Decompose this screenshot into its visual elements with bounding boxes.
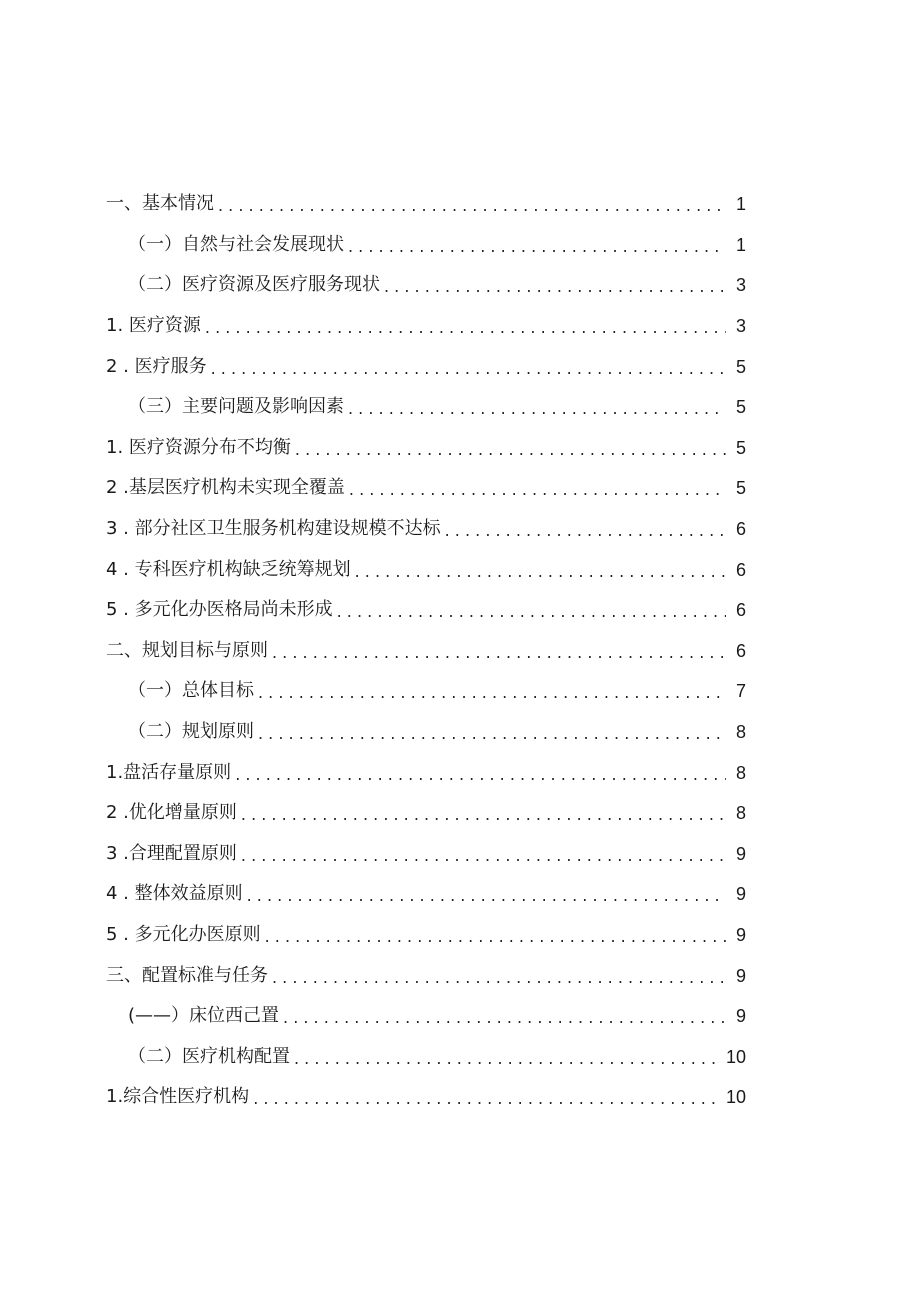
toc-entry-title: 三、配置标准与任务 — [106, 966, 272, 986]
toc-entry-page-number: 7 — [735, 681, 746, 702]
toc-entry[interactable] — [106, 955, 746, 996]
toc-dot-leader — [283, 1008, 726, 1028]
toc-entry[interactable] — [106, 468, 746, 509]
toc-entry-page-number: 10 — [725, 1087, 746, 1108]
toc-entry-page-number: 8 — [735, 762, 746, 783]
toc-entry[interactable] — [106, 752, 746, 793]
toc-entry-page-number: 8 — [735, 803, 746, 824]
toc-entry-title: (——）床位西己置 — [128, 1006, 283, 1026]
toc-entry-page-number: 5 — [735, 397, 746, 418]
toc-dot-leader — [211, 359, 726, 379]
toc-entry-page-number: 10 — [725, 1046, 746, 1067]
toc-dot-leader — [218, 196, 726, 216]
toc-entry-title: 5 . 多元化办医原则 — [106, 925, 265, 945]
toc-entry-title: 1.综合性医疗机构 — [106, 1087, 253, 1107]
toc-entry-page-number: 9 — [735, 924, 746, 945]
toc-entry-page-number: 6 — [735, 640, 746, 661]
toc-entry-page-number: 6 — [735, 519, 746, 540]
toc-dot-leader — [253, 1089, 720, 1109]
toc-entry-page-number: 9 — [735, 843, 746, 864]
toc-dot-leader — [272, 968, 726, 988]
toc-entry[interactable] — [106, 671, 746, 712]
toc-entry-title: 1. 医疗资源 — [106, 316, 205, 336]
toc-dot-leader — [241, 805, 726, 825]
toc-entry-page-number: 3 — [735, 316, 746, 337]
toc-entry-title: 2 .基层医疗机构未实现全覆盖 — [106, 478, 349, 498]
toc-dot-leader — [337, 602, 726, 622]
toc-dot-leader — [348, 237, 726, 257]
toc-entry[interactable] — [106, 712, 746, 753]
toc-entry-title: （二）医疗资源及医疗服务现状 — [128, 275, 384, 295]
toc-entry-title: （二）规划原则 — [128, 722, 258, 742]
toc-dot-leader — [348, 399, 726, 419]
toc-entry[interactable] — [106, 915, 746, 956]
toc-entry-page-number: 8 — [735, 722, 746, 743]
toc-entry[interactable] — [106, 306, 746, 347]
toc-entry[interactable] — [106, 874, 746, 915]
toc-entry-title: 2 . 医疗服务 — [106, 357, 211, 377]
toc-entry[interactable] — [106, 225, 746, 266]
toc-entry[interactable] — [106, 834, 746, 875]
toc-entry-page-number: 5 — [735, 437, 746, 458]
toc-entry-title: 一、基本情况 — [106, 194, 218, 214]
table-of-contents — [106, 184, 746, 1118]
toc-entry[interactable] — [106, 996, 746, 1037]
toc-entry-title: 5 . 多元化办医格局尚未形成 — [106, 600, 337, 620]
toc-entry-page-number: 9 — [735, 1006, 746, 1027]
toc-entry-title: 2 .优化增量原则 — [106, 803, 241, 823]
toc-entry[interactable] — [106, 387, 746, 428]
toc-dot-leader — [247, 886, 726, 906]
toc-entry[interactable] — [106, 428, 746, 469]
toc-entry[interactable] — [106, 793, 746, 834]
toc-dot-leader — [265, 927, 726, 947]
toc-entry[interactable] — [106, 265, 746, 306]
toc-dot-leader — [349, 480, 726, 500]
toc-dot-leader — [258, 683, 726, 703]
toc-entry[interactable] — [106, 1036, 746, 1077]
toc-entry-page-number: 6 — [735, 600, 746, 621]
toc-entry-title: （三）主要问题及影响因素 — [128, 397, 348, 417]
toc-entry-page-number: 6 — [735, 559, 746, 580]
toc-entry-page-number: 1 — [735, 194, 746, 215]
toc-entry-title: 4 . 整体效益原则 — [106, 884, 247, 904]
toc-dot-leader — [384, 277, 726, 297]
toc-entry-page-number: 1 — [735, 234, 746, 255]
toc-entry-title: （一）总体目标 — [128, 681, 258, 701]
toc-entry-title: 3 .合理配置原则 — [106, 844, 241, 864]
toc-entry[interactable] — [106, 184, 746, 225]
toc-entry[interactable] — [106, 509, 746, 550]
toc-entry-title: （二）医疗机构配置 — [128, 1047, 294, 1067]
toc-entry[interactable] — [106, 346, 746, 387]
toc-entry-title: 1. 医疗资源分布不均衡 — [106, 438, 295, 458]
toc-entry[interactable] — [106, 631, 746, 672]
toc-dot-leader — [235, 765, 726, 785]
toc-entry-title: （一）自然与社会发展现状 — [128, 235, 348, 255]
toc-dot-leader — [258, 724, 726, 744]
toc-dot-leader — [355, 562, 726, 582]
toc-entry[interactable] — [106, 590, 746, 631]
toc-entry-page-number: 5 — [735, 356, 746, 377]
toc-dot-leader — [205, 318, 726, 338]
toc-dot-leader — [295, 440, 726, 460]
toc-entry-title: 1.盘活存量原则 — [106, 763, 235, 783]
toc-entry-page-number: 9 — [735, 884, 746, 905]
toc-entry-page-number: 3 — [735, 275, 746, 296]
toc-dot-leader — [272, 643, 726, 663]
toc-dot-leader — [241, 846, 726, 866]
toc-entry-page-number: 5 — [735, 478, 746, 499]
toc-dot-leader — [445, 521, 726, 541]
toc-entry-title: 二、规划目标与原则 — [106, 641, 272, 661]
toc-dot-leader — [294, 1049, 720, 1069]
toc-entry[interactable] — [106, 549, 746, 590]
toc-entry-title: 3 . 部分社区卫生服务机构建设规模不达标 — [106, 519, 445, 539]
toc-entry-page-number: 9 — [735, 965, 746, 986]
toc-entry-title: 4 . 专科医疗机构缺乏统筹规划 — [106, 560, 355, 580]
toc-entry[interactable] — [106, 1077, 746, 1118]
